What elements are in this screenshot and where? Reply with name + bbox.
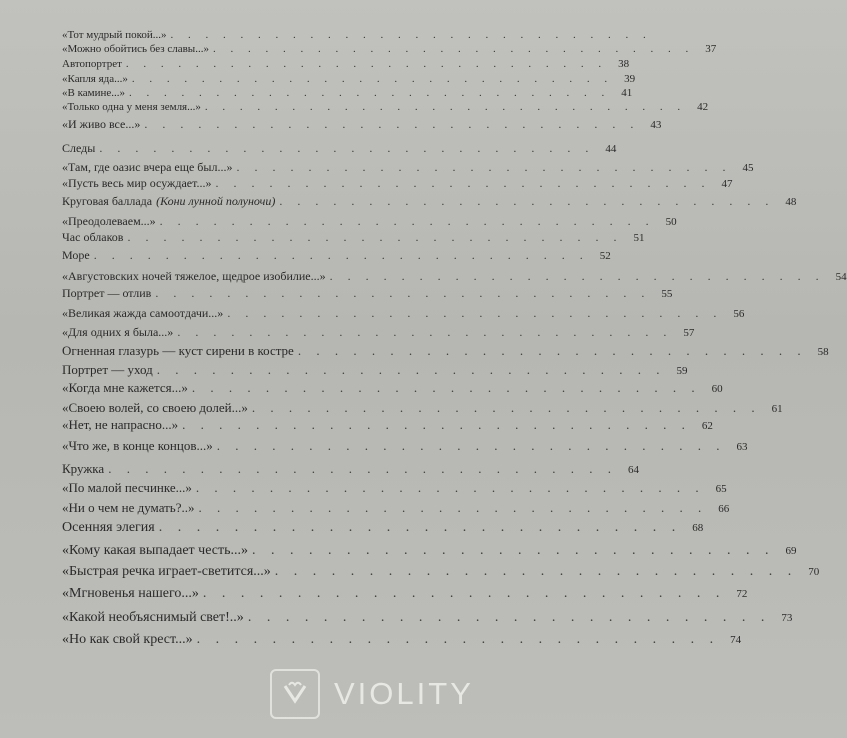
toc-entry-title: «Кому какая выпадает честь...» [62,543,248,558]
dot-leader: . . . . . . . . . . . . . . . . . . . . . . . . . . . . [155,286,651,300]
toc-entry [62,306,745,320]
toc-entry-page-number: 64 [627,464,639,476]
toc-entry-title: Час облаков [62,230,124,244]
toc-entry-title: Портрет — отлив [62,286,152,300]
dot-leader: . . . . . . . . . . . . . . . . . . . . . . . . . . . . [131,73,614,85]
toc-entry-title: «Только одна у меня земля...» [62,101,201,113]
toc-entry-page-number: 45 [742,162,754,174]
toc-entry [62,610,793,625]
toc-entry-page-number: 43 [650,119,662,131]
dot-leader: . . . . . . . . . . . . . . . . . . . . . . . . . . . . [297,343,807,358]
dot-leader: . . . . . . . . . . . . . . . . . . . . . . . . . . . . [191,380,701,395]
dot-leader: . . . . . . . . . . . . . . . . . . . . . . . . . . . . [204,101,687,113]
toc-entry-page-number: 62 [701,420,713,432]
dot-leader: . . . . . . . . . . . . . . . . . . . . . . . . . . . . [279,194,775,208]
toc-entry [62,160,754,174]
dot-leader: . . . . . . . . . . . . . . . . . . . . . . . . . . . . [195,480,705,495]
dot-leader: . . . . . . . . . . . . . . . . . . . . . . . . . . . . [177,325,673,339]
toc-entry-page-number: 38 [618,58,630,70]
toc-entry-title: «Августовских ночей тяжелое, щедрое изобилие...» [62,269,326,283]
toc-entry-page-number: 59 [676,365,688,377]
toc-entry-title: «Когда мне кажется...» [62,380,188,395]
toc-entry-title: Круговая баллада [62,194,153,208]
dot-leader: . . . . . . . . . . . . . . . . . . . . . . . . . . . . [125,58,608,70]
toc-entry [62,214,677,228]
toc-entry [62,141,617,155]
toc-entry-page-number: 51 [633,232,645,244]
toc-entry-title: «Капля яда...» [62,73,128,85]
violity-logo-icon [270,669,320,719]
toc-entry-page-number: 66 [718,503,730,515]
toc-entry-page-number: 50 [665,216,677,228]
toc-entry-page-number: 44 [605,143,617,155]
toc-entry [62,58,630,70]
toc-entry-title: «Что же, в конце концов...» [62,438,213,453]
toc-entry [62,632,742,647]
toc-entry [62,43,717,55]
toc-entry-title: «Пусть весь мир осуждает...» [62,176,212,190]
dot-leader: . . . . . . . . . . . . . . . . . . . . . . . . . . . . [227,306,723,320]
toc-entry-title: «Там, где оазис вчера еще был...» [62,160,233,174]
dot-leader: . . . . . . . . . . . . . . . . . . . . . . . . . . . . [108,461,617,476]
toc-entry-title: «В камине...» [62,87,126,99]
toc-entry [62,480,727,495]
toc-entry-page-number: 54 [835,271,847,283]
toc-entry-title: Кружка [62,461,105,476]
toc-entry-title: «Тот мудрый покой...» [62,29,167,41]
toc-entry [62,176,733,190]
toc-entry-title: «Нет, не напрасно...» [62,417,179,432]
dot-leader: . . . . . . . . . . . . . . . . . . . . . . . . . . . . [127,230,623,244]
toc-entry [62,194,797,208]
toc-entry-title: «Великая жажда самоотдачи...» [62,306,224,320]
toc-entry-page-number: 72 [736,588,748,600]
toc-entry-page-number: 55 [661,288,673,300]
toc-entry [62,417,713,432]
dot-leader: . . . . . . . . . . . . . . . . . . . . . . . . . . . . [247,610,771,625]
toc-entry-title: «Своею волей, со своею долей...» [62,400,248,415]
toc-entry-subtitle: (Кони лунной полуночи) [156,194,276,208]
toc-entry [62,400,783,415]
dot-leader: . . . . . . . . . . . . . . . . . . . . . . . . . . . . [274,564,798,579]
toc-entry [62,520,704,535]
toc-entry-page-number: 74 [730,634,742,646]
toc-entry [62,325,695,339]
toc-entry-page-number: 69 [785,545,797,557]
toc-entry-page-number: 73 [781,612,793,624]
watermark [270,666,536,722]
dot-leader: . . . . . . . . . . . . . . . . . . . . . . . . . . . . [251,400,761,415]
toc-entry-title: «Преодолеваем...» [62,214,156,228]
toc-entry [62,230,645,244]
toc-entry-page-number: 41 [621,87,633,99]
toc-entry-title: «По малой песчинке...» [62,480,192,495]
toc-entry-title: «Но как свой крест...» [62,632,193,647]
dot-leader: . . . . . . . . . . . . . . . . . . . . . . . . . . . . [202,586,726,601]
dot-leader: . . . . . . . . . . . . . . . . . . . . . . . . . . . . [158,520,682,535]
dot-leader: . . . . . . . . . . . . . . . . . . . . . . . . . . . . [93,248,589,262]
toc-entry [62,380,723,395]
toc-entry [62,543,797,558]
dot-leader: . . . . . . . . . . . . . . . . . . . . . . . . . . . . [170,29,652,41]
toc-entry [62,248,611,262]
toc-entry-page-number: 42 [697,101,709,113]
toc-entry [62,101,709,113]
dot-leader: . . . . . . . . . . . . . . . . . . . . . . . . . . . . [236,160,732,174]
toc-entry [62,343,829,358]
toc-entry-title: «Можно обойтись без славы...» [62,43,209,55]
toc-entry [62,286,673,300]
toc-entry-page-number: 70 [808,566,820,578]
dot-leader: . . . . . . . . . . . . . . . . . . . . . . . . . . . . [216,438,726,453]
toc-entry-page-number: 47 [721,178,733,190]
toc-entry-title: «Быстрая речка играет-светится...» [62,564,271,579]
dot-leader: . . . . . . . . . . . . . . . . . . . . . . . . . . . . [212,43,695,55]
toc-entry-page-number: 56 [733,308,745,320]
toc-entry [62,586,748,601]
toc-entry-title: Огненная глазурь — куст сирени в костре [62,343,294,358]
toc-entry-title: «И живо все...» [62,117,141,131]
toc-entry-title: Следы [62,141,96,155]
toc-entry-title: Осенняя элегия [62,520,155,535]
dot-leader: . . . . . . . . . . . . . . . . . . . . . . . . . . . . [156,362,666,377]
toc-entry-title: Море [62,248,90,262]
dot-leader: . . . . . . . . . . . . . . . . . . . . . . . . . . . . [144,117,640,131]
toc-entry [62,461,639,476]
toc-entry-page-number: 37 [705,43,717,55]
dot-leader: . . . . . . . . . . . . . . . . . . . . . . . . . . . . [99,141,595,155]
toc-entry-title: Автопортрет [62,58,122,70]
toc-entry [62,73,636,85]
toc-entry [62,29,652,41]
toc-entry [62,117,662,131]
dot-leader: . . . . . . . . . . . . . . . . . . . . . . . . . . . . [129,87,611,99]
toc-entry-page-number: 48 [785,196,797,208]
toc-entry [62,87,633,99]
dot-leader: . . . . . . . . . . . . . . . . . . . . . . . . . . . . [159,214,655,228]
toc-entry-page-number: 39 [624,73,636,85]
toc-entry-page-number: 63 [736,441,748,453]
dot-leader: . . . . . . . . . . . . . . . . . . . . . . . . . . . . [182,417,691,432]
toc-entry-title: «Для одних я была...» [62,325,174,339]
toc-entry-page-number: 68 [692,522,704,534]
toc-entry [62,362,688,377]
toc-entry-title: «Ни о чем не думать?..» [62,500,195,515]
dot-leader: . . . . . . . . . . . . . . . . . . . . . . . . . . . . [252,543,775,558]
dot-leader: . . . . . . . . . . . . . . . . . . . . . . . . . . . . [198,500,708,515]
toc-entry [62,269,847,283]
toc-entry-title: «Мгновенья нашего...» [62,586,199,601]
watermark-text: VIOLITY [334,676,474,711]
dot-leader: . . . . . . . . . . . . . . . . . . . . . . . . . . . . [215,176,711,190]
toc-entry-page-number: 52 [599,250,611,262]
toc-entry-page-number: 57 [683,327,695,339]
toc-entry-page-number: 60 [711,383,723,395]
dot-leader: . . . . . . . . . . . . . . . . . . . . . . . . . . . . [329,269,825,283]
toc-entry [62,500,730,515]
toc-entry-title: «Какой необъяснимый свет!..» [62,610,244,625]
toc-entry-page-number: 58 [817,346,829,358]
toc-entry-title: Портрет — уход [62,362,153,377]
toc-entry [62,438,748,453]
toc-entry-page-number: 61 [771,403,783,415]
dot-leader: . . . . . . . . . . . . . . . . . . . . . . . . . . . . [196,632,720,647]
toc-entry-page-number: 65 [715,483,727,495]
toc-entry [62,564,820,579]
